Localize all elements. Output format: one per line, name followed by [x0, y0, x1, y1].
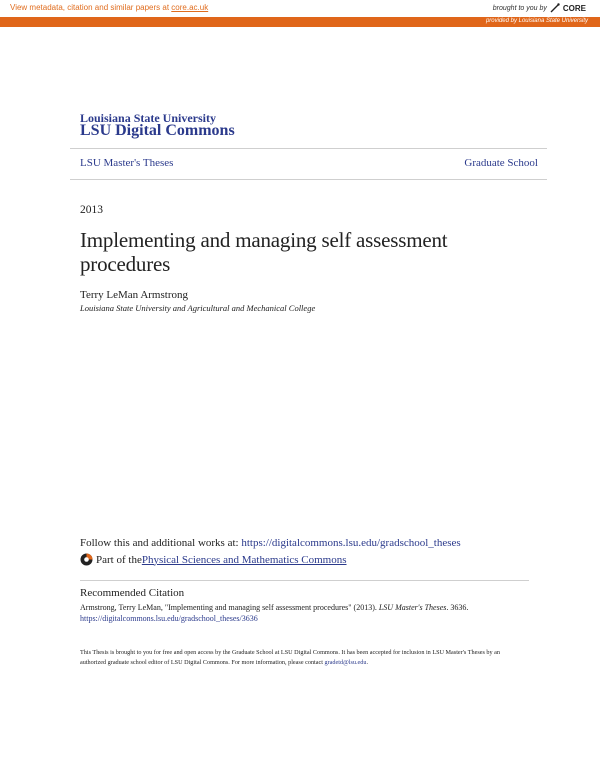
network-icon: [80, 553, 93, 566]
divider-bottom: [70, 179, 547, 180]
core-site-link[interactable]: core.ac.uk: [171, 3, 209, 12]
graduate-school-link[interactable]: Graduate School: [464, 157, 538, 169]
citation-number: . 3636.: [446, 603, 469, 612]
divider-top: [70, 148, 547, 149]
document-title: Implementing and managing self assessment procedures: [80, 228, 448, 276]
part-of-line: [80, 553, 347, 566]
notice-end: .: [366, 659, 369, 666]
divider-citation: [80, 580, 529, 581]
follow-prefix: Follow this and additional works at:: [80, 537, 242, 549]
contact-email-link[interactable]: gradetd@lsu.edu: [324, 659, 367, 666]
core-provided-text: provided by Louisiana State University: [485, 18, 588, 24]
core-metadata-link[interactable]: [10, 3, 208, 12]
core-logo-text: CORE: [562, 3, 586, 13]
collection-url-link[interactable]: https://digitalcommons.lsu.edu/gradschool_theses: [241, 537, 461, 549]
citation-journal: LSU Master's Theses: [378, 603, 447, 612]
access-notice: [80, 648, 520, 668]
core-link-prefix: View metadata, citation and similar papers at: [10, 3, 172, 12]
citation-url-link[interactable]: https://digitalcommons.lsu.edu/gradschool_theses/3636: [80, 614, 258, 623]
author-name: Terry LeMan Armstrong: [80, 289, 188, 301]
core-provider-bar: [0, 17, 600, 27]
brought-text: brought to you by: [492, 4, 547, 12]
discipline-link[interactable]: Physical Sciences and Mathematics Commons: [141, 553, 347, 566]
citation-text: [80, 602, 520, 624]
notice-text: This Thesis is brought to you for free and open access by the Graduate School at LSU Digital Commons. It has been accepted for inclusion in LSU Master's Theses by an authorized graduate school editor of LSU Digital Commons. For more information, please contact: [80, 649, 500, 666]
university-name[interactable]: Louisiana State University: [80, 111, 217, 125]
institution-name: Louisiana State University and Agricultural and Mechanical College: [80, 303, 316, 313]
citation-main: Armstrong, Terry LeMan, "Implementing and managing self assessment procedures" (2013).: [80, 603, 379, 612]
recommended-citation-heading: Recommended Citation: [80, 587, 185, 599]
publication-year: 2013: [80, 204, 103, 216]
series-link[interactable]: LSU Master's Theses: [80, 157, 174, 169]
follow-line: [80, 537, 461, 549]
core-brought-by[interactable]: [493, 3, 586, 13]
part-of-prefix: Part of the: [96, 553, 142, 566]
digital-commons-title[interactable]: LSU Digital Commons: [80, 122, 235, 139]
core-logo-icon: [550, 3, 560, 13]
